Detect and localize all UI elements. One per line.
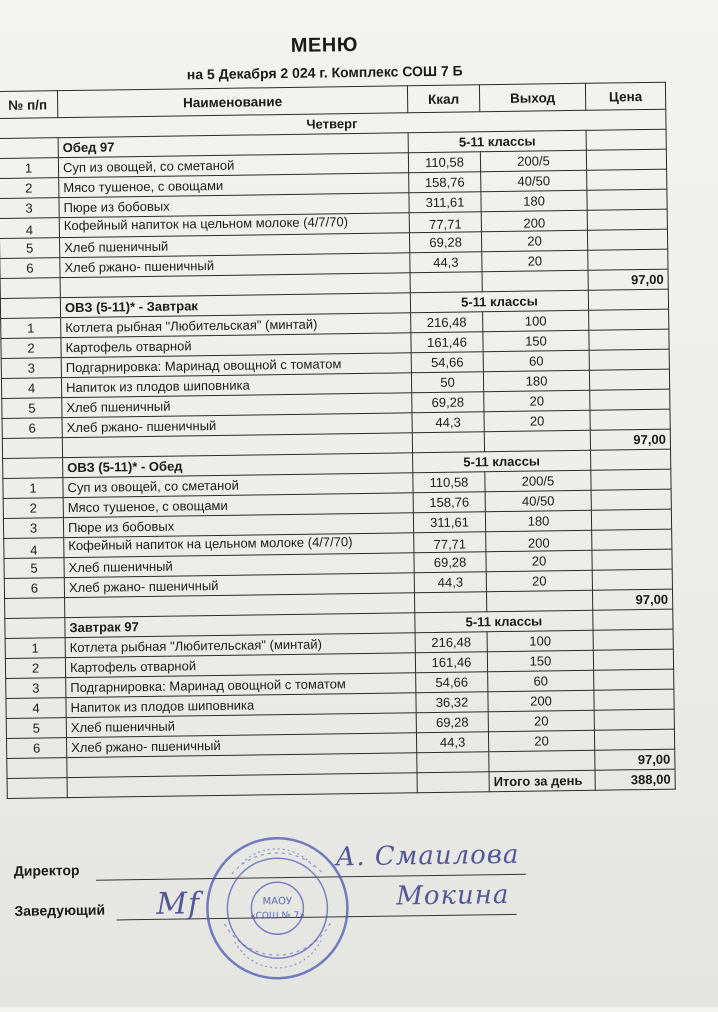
- item-number: 3: [3, 518, 63, 539]
- section-classes: 5-11 классы: [408, 130, 586, 152]
- item-name: Суп из овощей, со сметаной: [58, 153, 408, 178]
- director-label: Директор: [13, 861, 80, 879]
- item-kcal: 216,48: [411, 312, 483, 333]
- item-name: Котлета рыбная "Любительская" (минтай): [65, 633, 415, 658]
- item-price: [589, 349, 669, 370]
- page-title: МЕНЮ: [290, 33, 359, 57]
- section-num: [5, 618, 65, 639]
- item-output: 180: [485, 510, 591, 531]
- total-empty: [489, 750, 595, 771]
- item-name: Картофель отварной: [61, 333, 411, 358]
- item-price: [591, 469, 671, 490]
- item-output: 60: [488, 670, 594, 691]
- item-kcal: 54,66: [416, 672, 488, 693]
- total-empty: [484, 430, 590, 451]
- item-name: Мясо тушеное, с овощами: [63, 493, 413, 518]
- section-classes: 5-11 классы: [410, 290, 588, 312]
- item-price: [588, 249, 668, 270]
- item-number: 3: [0, 198, 59, 219]
- item-kcal: 158,76: [413, 492, 485, 513]
- item-kcal: 50: [411, 372, 483, 393]
- item-name: Пюре из бобовых: [63, 513, 413, 538]
- grand-total-value: 388,00: [595, 769, 675, 790]
- item-number: 4: [0, 218, 60, 239]
- item-price: [589, 329, 669, 350]
- item-name: Подгарнировка: Маринад овощной с томатом: [61, 353, 411, 378]
- manager-signature: Мокина: [396, 879, 510, 912]
- total-empty: [0, 278, 60, 299]
- section-name: ОВЗ (5-11)* - Завтрак: [60, 293, 410, 318]
- item-kcal: 311,61: [413, 512, 485, 533]
- item-output: 200/5: [480, 150, 586, 171]
- item-output: 20: [486, 550, 592, 571]
- item-price: [587, 189, 667, 210]
- column-header: Ккал: [407, 85, 479, 113]
- item-price: [593, 649, 673, 670]
- item-price: [594, 729, 674, 750]
- page-subtitle: на 5 Декабря 2 024 г. Комплекс СОШ 7 Б: [186, 62, 463, 83]
- total-empty: [410, 272, 482, 293]
- item-number: 5: [2, 398, 62, 419]
- item-number: 3: [1, 358, 61, 379]
- section-price: [591, 449, 671, 470]
- item-name: Подгарнировка: Маринад овощной с томатом: [66, 673, 416, 698]
- item-price: [592, 549, 672, 570]
- total-empty: [5, 598, 65, 619]
- item-kcal: 69,28: [409, 232, 481, 253]
- item-kcal: 69,28: [412, 392, 484, 413]
- item-number: 2: [1, 338, 61, 359]
- item-number: 6: [0, 258, 60, 279]
- section-total: 97,00: [595, 749, 675, 770]
- item-name: Котлета рыбная "Любительская" (минтай): [61, 313, 411, 338]
- item-number: 4: [1, 378, 61, 399]
- item-name: Хлеб пшеничный: [66, 713, 416, 738]
- item-name: Хлеб ржано- пшеничный: [66, 733, 416, 758]
- item-number: 5: [6, 718, 66, 739]
- item-name: Хлеб пшеничный: [62, 393, 412, 418]
- item-output: 40/50: [485, 490, 591, 511]
- section-num: [0, 298, 60, 319]
- item-number: 1: [5, 638, 65, 659]
- grand-total-label: Итого за день: [489, 770, 595, 791]
- item-price: [590, 409, 670, 430]
- total-empty: [67, 773, 417, 798]
- item-name: Мясо тушеное, с овощами: [59, 173, 409, 198]
- stamp-icon: [201, 832, 353, 984]
- item-number: 5: [0, 238, 60, 259]
- item-price: [587, 229, 667, 250]
- item-name: Хлеб пшеничный: [64, 553, 414, 578]
- item-price: [586, 149, 666, 170]
- stamp-top-text: МАОУ: [262, 895, 293, 908]
- item-price: [593, 629, 673, 650]
- manager-initials: Мf: [156, 886, 201, 922]
- item-price: [587, 209, 667, 230]
- column-header: Цена: [585, 82, 665, 110]
- column-header: Выход: [479, 83, 585, 111]
- total-empty: [2, 438, 62, 459]
- item-name: Кофейный напиток на цельном молоке (4/7/70): [64, 533, 414, 558]
- total-empty: [486, 590, 592, 611]
- item-price: [591, 509, 671, 530]
- item-price: [594, 709, 674, 730]
- item-output: 20: [486, 570, 592, 591]
- item-output: 20: [488, 730, 594, 751]
- section-price: [586, 129, 666, 150]
- total-empty: [482, 270, 588, 291]
- item-number: 2: [3, 498, 63, 519]
- item-output: 150: [483, 330, 589, 351]
- item-price: [589, 309, 669, 330]
- total-empty: [412, 432, 484, 453]
- item-kcal: 54,66: [411, 352, 483, 373]
- director-signature: А. Смаилова: [335, 839, 520, 873]
- item-kcal: 110,58: [413, 472, 485, 493]
- total-empty: [7, 778, 67, 799]
- item-kcal: 311,61: [409, 192, 481, 213]
- item-output: 200: [488, 690, 594, 711]
- column-header: Наименование: [57, 86, 407, 118]
- item-number: 1: [3, 478, 63, 499]
- item-price: [594, 689, 674, 710]
- item-kcal: 216,48: [415, 632, 487, 653]
- item-name: Картофель отварной: [65, 653, 415, 678]
- column-header: № п/п: [0, 91, 58, 119]
- item-price: [587, 169, 667, 190]
- item-price: [592, 569, 672, 590]
- item-output: 40/50: [481, 170, 587, 191]
- item-number: 6: [4, 578, 64, 599]
- item-number: 1: [1, 318, 61, 339]
- item-number: 4: [4, 538, 64, 559]
- stamp-bottom-text: «СОШ № 7»: [250, 910, 305, 922]
- item-output: 200: [486, 530, 592, 551]
- item-kcal: 44,3: [412, 412, 484, 433]
- section-num: [0, 138, 58, 159]
- item-name: Напиток из плодов шиповника: [61, 373, 411, 398]
- item-kcal: 77,71: [414, 532, 486, 553]
- item-kcal: 44,3: [414, 572, 486, 593]
- menu-table: [0, 82, 676, 799]
- signatures: [6, 839, 718, 1012]
- item-number: 4: [6, 698, 66, 719]
- section-price: [593, 609, 673, 630]
- item-number: 2: [5, 658, 65, 679]
- item-kcal: 161,46: [411, 332, 483, 353]
- total-empty: [7, 758, 67, 779]
- item-number: 5: [4, 558, 64, 579]
- section-total: 97,00: [592, 589, 672, 610]
- item-kcal: 161,46: [415, 652, 487, 673]
- day-label: Четверг: [0, 109, 666, 138]
- section-classes: 5-11 классы: [415, 610, 593, 632]
- item-output: 200: [481, 210, 587, 231]
- total-empty: [417, 772, 489, 793]
- total-empty: [417, 752, 489, 773]
- item-output: 20: [484, 410, 590, 431]
- item-name: Хлеб ржано- пшеничный: [62, 413, 412, 438]
- section-name: Обед 97: [58, 133, 408, 158]
- item-price: [590, 389, 670, 410]
- item-number: 3: [6, 678, 66, 699]
- item-kcal: 158,76: [409, 172, 481, 193]
- section-name: Завтрак 97: [65, 613, 415, 638]
- item-output: 200/5: [485, 470, 591, 491]
- item-kcal: 44,3: [410, 252, 482, 273]
- item-kcal: 77,71: [409, 212, 481, 233]
- section-total: 97,00: [590, 429, 670, 450]
- item-output: 20: [482, 250, 588, 271]
- item-kcal: 110,58: [408, 152, 480, 173]
- item-output: 100: [483, 310, 589, 331]
- item-output: 150: [487, 650, 593, 671]
- item-number: 1: [0, 158, 59, 179]
- item-kcal: 69,28: [416, 712, 488, 733]
- item-number: 6: [2, 418, 62, 439]
- item-price: [589, 369, 669, 390]
- item-name: Напиток из плодов шиповника: [66, 693, 416, 718]
- item-name: Хлеб ржано- пшеничный: [60, 253, 410, 278]
- item-price: [592, 529, 672, 550]
- item-name: Суп из овощей, со сметаной: [63, 473, 413, 498]
- item-output: 20: [488, 710, 594, 731]
- item-price: [594, 669, 674, 690]
- item-name: Кофейный напиток на цельном молоке (4/7/70): [59, 213, 409, 238]
- item-name: Пюре из бобовых: [59, 193, 409, 218]
- item-output: 20: [484, 390, 590, 411]
- item-output: 20: [481, 230, 587, 251]
- section-classes: 5-11 классы: [413, 450, 591, 472]
- manager-label: Заведующий: [14, 901, 106, 919]
- item-kcal: 44,3: [416, 732, 488, 753]
- total-empty: [414, 592, 486, 613]
- section-price: [588, 289, 668, 310]
- section-total: 97,00: [588, 269, 668, 290]
- item-output: 100: [487, 630, 593, 651]
- item-number: 2: [0, 178, 59, 199]
- item-output: 180: [481, 190, 587, 211]
- item-kcal: 69,28: [414, 552, 486, 573]
- menu-body: [0, 109, 675, 798]
- item-name: Хлеб пшеничный: [60, 233, 410, 258]
- item-name: Хлеб ржано- пшеничный: [64, 573, 414, 598]
- item-price: [591, 489, 671, 510]
- item-output: 60: [483, 350, 589, 371]
- section-name: ОВЗ (5-11)* - Обед: [63, 453, 413, 478]
- item-kcal: 36,32: [416, 692, 488, 713]
- section-num: [3, 458, 63, 479]
- item-output: 180: [483, 370, 589, 391]
- item-number: 6: [6, 738, 66, 759]
